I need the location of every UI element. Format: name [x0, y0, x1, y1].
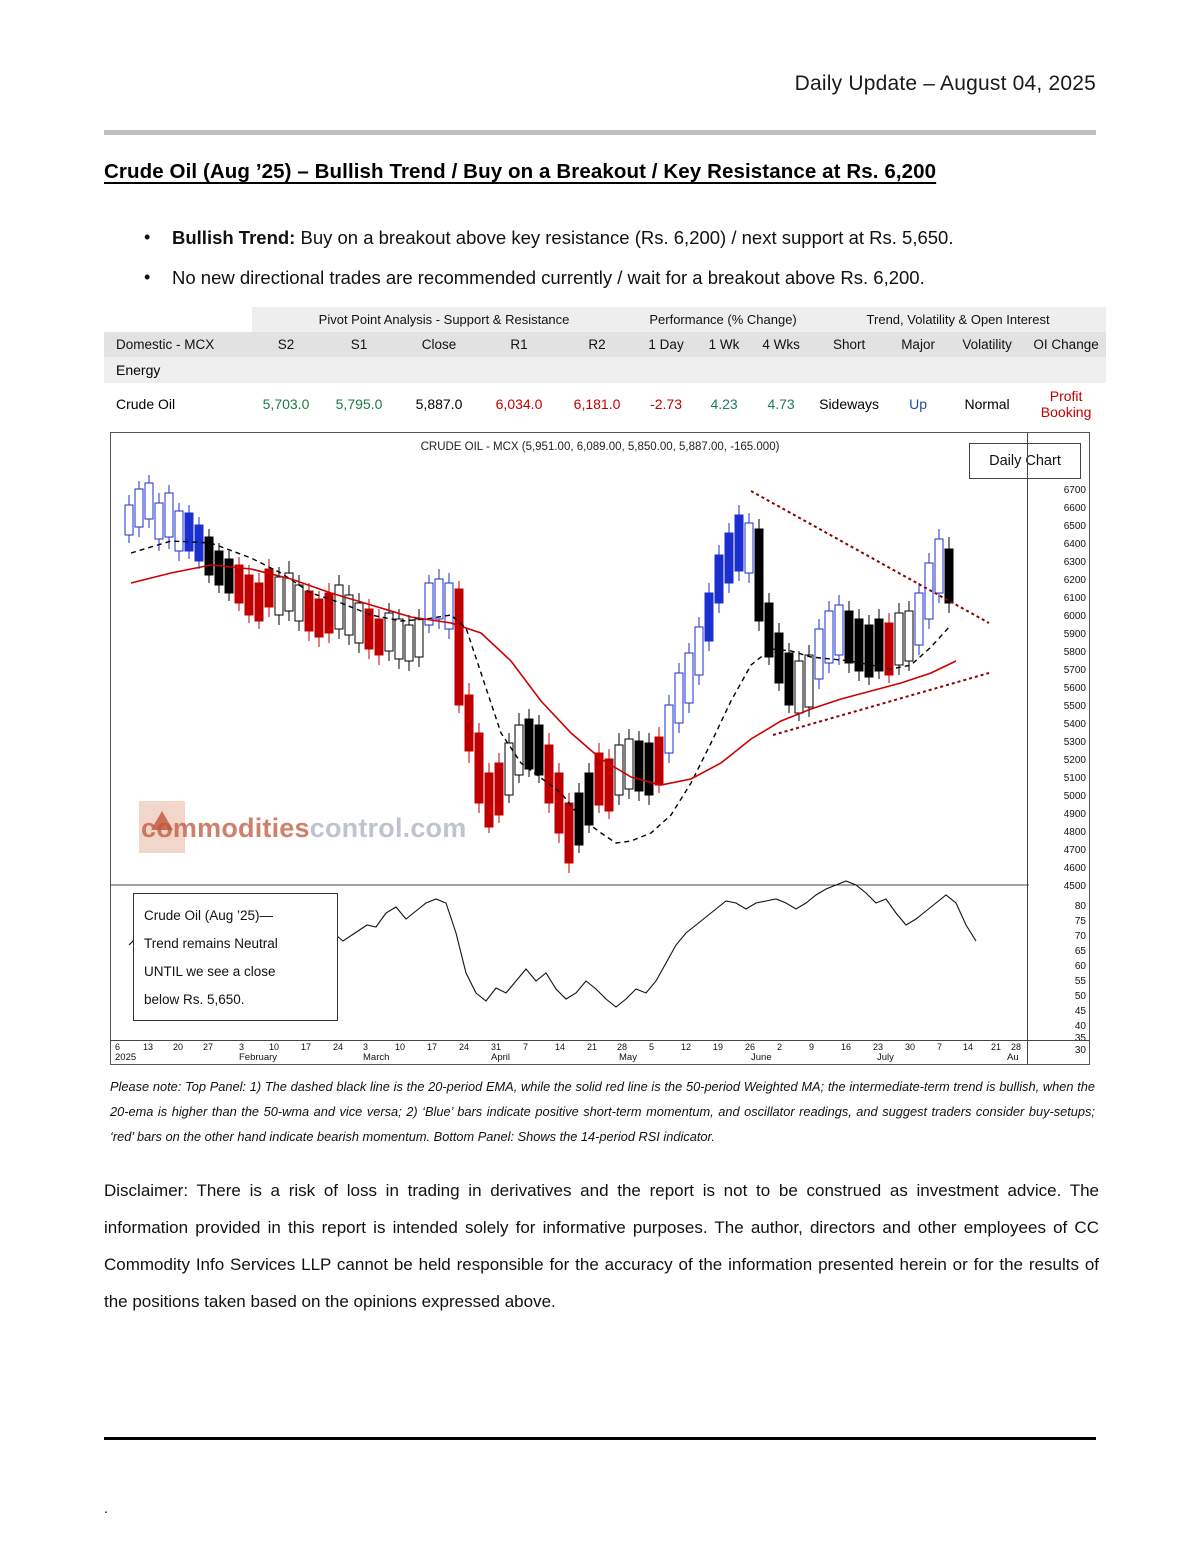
footer-divider	[104, 1437, 1096, 1440]
axis-day-label: 10	[395, 1042, 406, 1052]
daily-chart-label: Daily Chart	[989, 453, 1061, 469]
axis-day-label: 28	[617, 1042, 628, 1052]
col-header-major: Major	[888, 332, 948, 357]
axis-tick-label: 6100	[1063, 593, 1086, 604]
bullet-lead: Bullish Trend:	[172, 227, 296, 248]
col-header-close: Close	[398, 332, 480, 357]
cell-r1: 6,034.0	[480, 383, 558, 425]
group-header-trend: Trend, Volatility & Open Interest	[810, 307, 1106, 332]
price-chart	[110, 432, 1090, 1065]
axis-tick-label: 5800	[1063, 647, 1086, 658]
axis-day-label: 7	[523, 1042, 529, 1052]
cell-short: Sideways	[810, 383, 888, 425]
cell-name: Crude Oil	[104, 383, 252, 425]
rsi-tick-label: 75	[1074, 916, 1086, 927]
axis-day-label: 31	[491, 1042, 502, 1052]
col-header-short: Short	[810, 332, 888, 357]
section-label-energy: Energy	[104, 357, 1106, 383]
col-header-4wks: 4 Wks	[752, 332, 810, 357]
axis-day-label: 17	[427, 1042, 438, 1052]
rsi-tick-label: 65	[1074, 946, 1086, 957]
axis-day-label: 13	[143, 1042, 154, 1052]
chart-header-text: CRUDE OIL - MCX (5,951.00, 6,089.00, 5,850.00, 5,887.00, -165.000)	[420, 441, 780, 453]
table-section-row	[104, 357, 1106, 383]
axis-month-label: Au	[1007, 1052, 1019, 1063]
axis-tick-label: 5500	[1063, 701, 1086, 712]
axis-tick-label: 5000	[1063, 791, 1086, 802]
rsi-tick-label: 70	[1074, 931, 1086, 942]
chart-note-box	[133, 893, 338, 1021]
axis-day-label: 19	[713, 1042, 724, 1052]
rsi-tick-label: 35	[1074, 1033, 1086, 1044]
rsi-tick-label: 55	[1074, 976, 1086, 987]
axis-month-label: April	[491, 1052, 511, 1063]
axis-day-label: 16	[841, 1042, 852, 1052]
axis-day-label: 2	[777, 1042, 783, 1052]
chart-note-line: Crude Oil (Aug ’25)—	[144, 908, 274, 923]
axis-day-label: 12	[681, 1042, 692, 1052]
col-header-market: Domestic - MCX	[104, 332, 252, 357]
axis-tick-label: 6700	[1063, 485, 1086, 496]
cell-1wk: 4.23	[696, 383, 752, 425]
cell-4wks: 4.73	[752, 383, 810, 425]
cell-s2: 5,703.0	[252, 383, 320, 425]
axis-day-label: 26	[745, 1042, 756, 1052]
axis-month-label: June	[751, 1052, 772, 1063]
axis-tick-label: 5300	[1063, 737, 1086, 748]
axis-day-label: 6	[115, 1042, 121, 1052]
axis-day-label: 21	[991, 1042, 1002, 1052]
axis-tick-label: 5400	[1063, 719, 1086, 730]
summary-bullets	[104, 220, 1104, 300]
cell-1day: -2.73	[636, 383, 696, 425]
pivot-table	[104, 307, 1099, 425]
axis-tick-label: 5900	[1063, 629, 1086, 640]
axis-day-label: 3	[239, 1042, 245, 1052]
axis-day-label: 27	[203, 1042, 214, 1052]
bullet-text: No new directional trades are recommended currently / wait for a breakout above Rs. 6,200.	[172, 267, 925, 288]
axis-tick-label: 6300	[1063, 557, 1086, 568]
date-axis	[111, 1040, 1089, 1064]
col-header-r2: R2	[558, 332, 636, 357]
page-header-date: Daily Update – August 04, 2025	[794, 72, 1096, 95]
rsi-tick-label: 45	[1074, 1006, 1086, 1017]
rsi-tick-label: 40	[1074, 1021, 1086, 1032]
axis-day-label: 30	[905, 1042, 916, 1052]
axis-day-label: 20	[173, 1042, 184, 1052]
col-header-oi-change: OI Change	[1026, 332, 1106, 357]
axis-day-label: 17	[301, 1042, 312, 1052]
group-header-blank	[104, 307, 252, 332]
table-row	[104, 383, 1106, 425]
axis-month-label: 2025	[115, 1052, 137, 1063]
table-group-header-row	[104, 307, 1106, 332]
page-title: Crude Oil (Aug ’25) – Bullish Trend / Buy on a Breakout / Key Resistance at Rs. 6,200	[104, 160, 937, 183]
col-header-volatility: Volatility	[948, 332, 1026, 357]
axis-tick-label: 4700	[1063, 845, 1086, 856]
chart-caption: Please note: Top Panel: 1) The dashed black line is the 20-period EMA, while the solid red line is the 50-period Weighted MA; the intermediate-term trend is bullish, when the 20-ema is higher than the 50-wma and vice versa; 2) ‘Blue’ bars indicate positive short-term momentum, and oscillator readings, and suggest traders consider buy-setups; ‘red’ bars on the other hand indicate bearish momentum. Bottom Panel: Shows the 14-period RSI indicator.	[110, 1079, 1095, 1144]
axis-tick-label: 5700	[1063, 665, 1086, 676]
axis-day-label: 3	[363, 1042, 369, 1052]
group-header-performance: Performance (% Change)	[636, 307, 810, 332]
cell-major: Up	[888, 383, 948, 425]
axis-tick-label: 4900	[1063, 809, 1086, 820]
list-item	[136, 260, 1104, 296]
axis-tick-label: 5100	[1063, 773, 1086, 784]
axis-day-label: 14	[555, 1042, 566, 1052]
axis-month-label: March	[363, 1052, 390, 1063]
axis-month-label: July	[877, 1052, 894, 1063]
axis-tick-label: 4800	[1063, 827, 1086, 838]
col-header-1day: 1 Day	[636, 332, 696, 357]
list-item	[136, 220, 1104, 256]
axis-day-label: 5	[649, 1042, 655, 1052]
axis-day-label: 21	[587, 1042, 598, 1052]
axis-day-label: 28	[1011, 1042, 1022, 1052]
cell-close: 5,887.0	[398, 383, 480, 425]
bullet-text: Buy on a breakout above key resistance (Rs. 6,200) / next support at Rs. 5,650.	[295, 227, 954, 248]
axis-tick-label: 6000	[1063, 611, 1086, 622]
watermark-text: commoditiescontrol.com	[141, 813, 467, 843]
axis-day-label: 10	[269, 1042, 280, 1052]
axis-tick-label: 6400	[1063, 539, 1086, 550]
axis-month-label: May	[619, 1052, 637, 1063]
axis-tick-label: 6500	[1063, 521, 1086, 532]
axis-day-label: 14	[963, 1042, 974, 1052]
col-header-1wk: 1 Wk	[696, 332, 752, 357]
axis-day-label: 9	[809, 1042, 815, 1052]
axis-tick-label: 5600	[1063, 683, 1086, 694]
axis-month-label: February	[239, 1052, 278, 1063]
axis-day-label: 23	[873, 1042, 884, 1052]
cell-s1: 5,795.0	[320, 383, 398, 425]
chart-note-line: below Rs. 5,650.	[144, 992, 245, 1007]
col-header-r1: R1	[480, 332, 558, 357]
axis-tick-label: 6200	[1063, 575, 1086, 586]
col-header-s1: S1	[320, 332, 398, 357]
cell-r2: 6,181.0	[558, 383, 636, 425]
rsi-tick-label: 30	[1074, 1045, 1086, 1056]
chart-note-line: UNTIL we see a close	[144, 964, 276, 979]
group-header-pivot: Pivot Point Analysis - Support & Resistance	[252, 307, 636, 332]
disclaimer-text: Disclaimer: There is a risk of loss in trading in derivatives and the report is not to be construed as investment advice. The information provided in this report is intended solely for informative purposes. The author, directors and other employees of CC Commodity Info Services LLP cannot be held responsible for the accuracy of the information presented herein or for the results of the positions taken based on the opinions expressed above.	[104, 1181, 1099, 1311]
axis-tick-label: 6600	[1063, 503, 1086, 514]
header-divider	[104, 130, 1096, 135]
chart-note-line: Trend remains Neutral	[144, 936, 278, 951]
price-axis	[1027, 433, 1089, 1064]
cell-oi-change: Profit Booking	[1026, 383, 1106, 425]
axis-day-label: 24	[459, 1042, 470, 1052]
axis-day-label: 7	[937, 1042, 943, 1052]
rsi-tick-label: 80	[1074, 901, 1086, 912]
axis-tick-label: 5200	[1063, 755, 1086, 766]
axis-tick-label: 4500	[1063, 881, 1086, 892]
axis-tick-label: 4600	[1063, 863, 1086, 874]
axis-day-label: 24	[333, 1042, 344, 1052]
col-header-s2: S2	[252, 332, 320, 357]
cell-volatility: Normal	[948, 383, 1026, 425]
footer-mark: .	[104, 1500, 108, 1516]
table-column-header-row	[104, 332, 1106, 357]
rsi-tick-label: 50	[1074, 991, 1086, 1002]
rsi-tick-label: 60	[1074, 961, 1086, 972]
